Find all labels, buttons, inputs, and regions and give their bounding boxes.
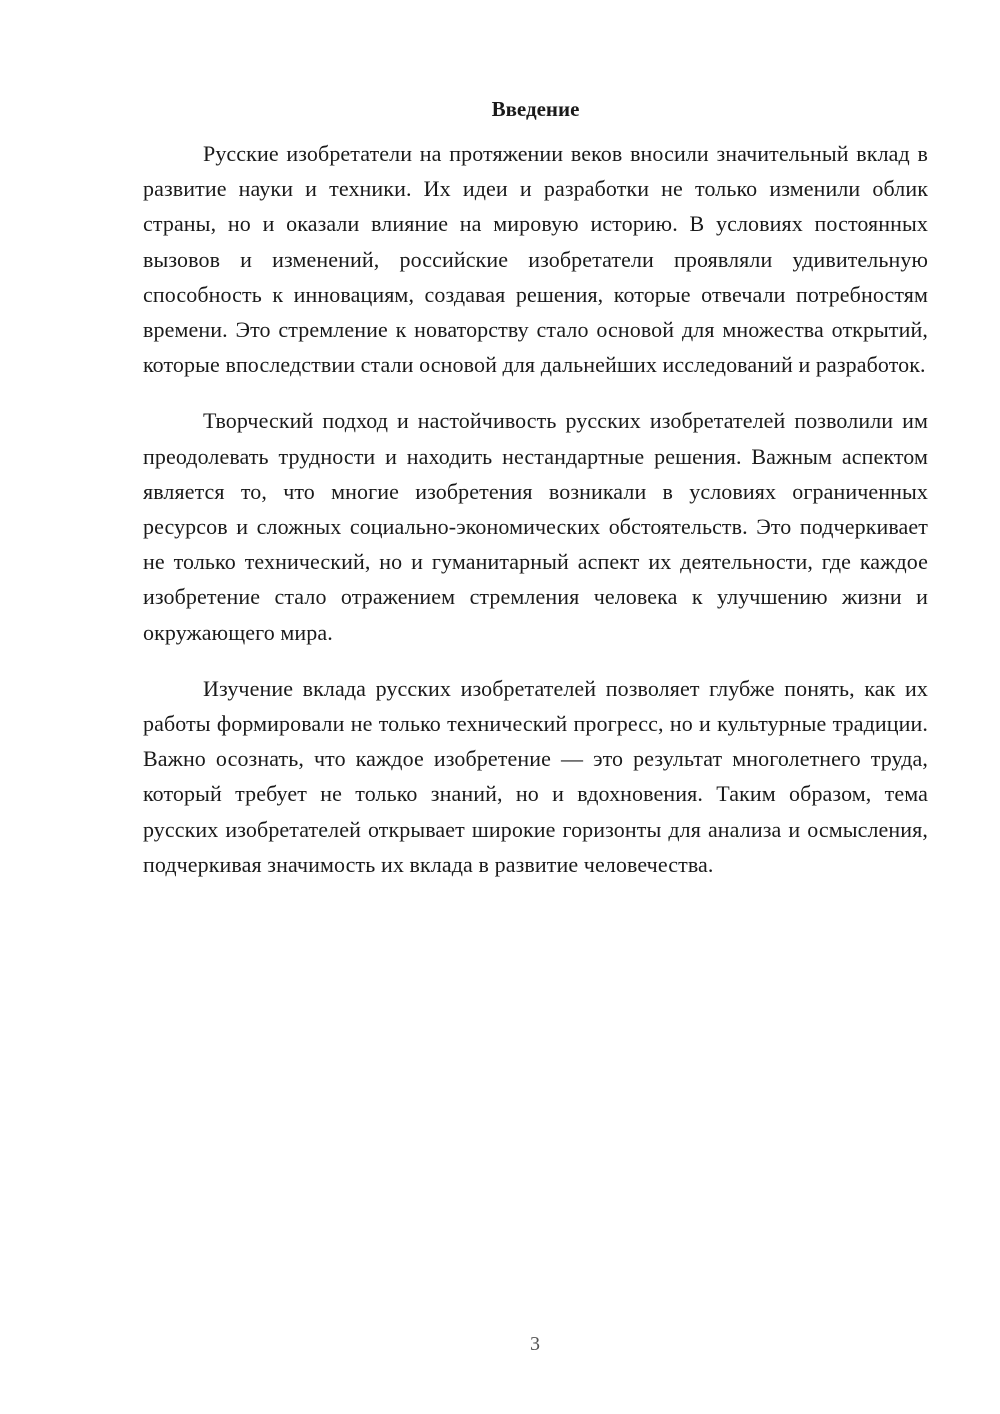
section-title: Введение: [491, 97, 580, 121]
paragraph-1: Русские изобретатели на протяжении веков вносили значительный вклад в развитие науки и техники. Их идеи и разработки не только изменили облик страны, но и оказали влияние на мировую историю. В условиях постоянных вызовов и изменений, российские изобретатели проявляли удивительную способность к инновациям, создавая решения, которые отвечали потребностям времени. Это стремление к новаторству стало основой для множества открытий, которые впоследствии стали основой для дальнейших исследований и разработок.: [143, 141, 928, 378]
page-number: 3: [530, 1333, 540, 1355]
paragraph-2: Творческий подход и настойчивость русских изобретателей позволили им преодолевать трудности и находить нестандартные решения. Важным аспектом является то, что многие изобретения возникали в условиях ограниченных ресурсов и сложных социально-экономических обстоятельств. Это подчеркивает не только технический, но и гуманитарный аспект их деятельности, где каждое изобретение стало отражением стремления человека к улучшению жизни и окружающего мира.: [143, 408, 928, 645]
page-content: [143, 94, 928, 903]
paragraph-3: Изучение вклада русских изобретателей позволяет глубже понять, как их работы формировали не только технический прогресс, но и культурные традиции. Важно осознать, что каждое изобретение — это результат многолетнего труда, который требует не только знаний, но и вдохновения. Таким образом, тема русских изобретателей открывает широкие горизонты для анализа и осмысления, подчеркивая значимость их вклада в развитие человечества.: [143, 675, 928, 877]
